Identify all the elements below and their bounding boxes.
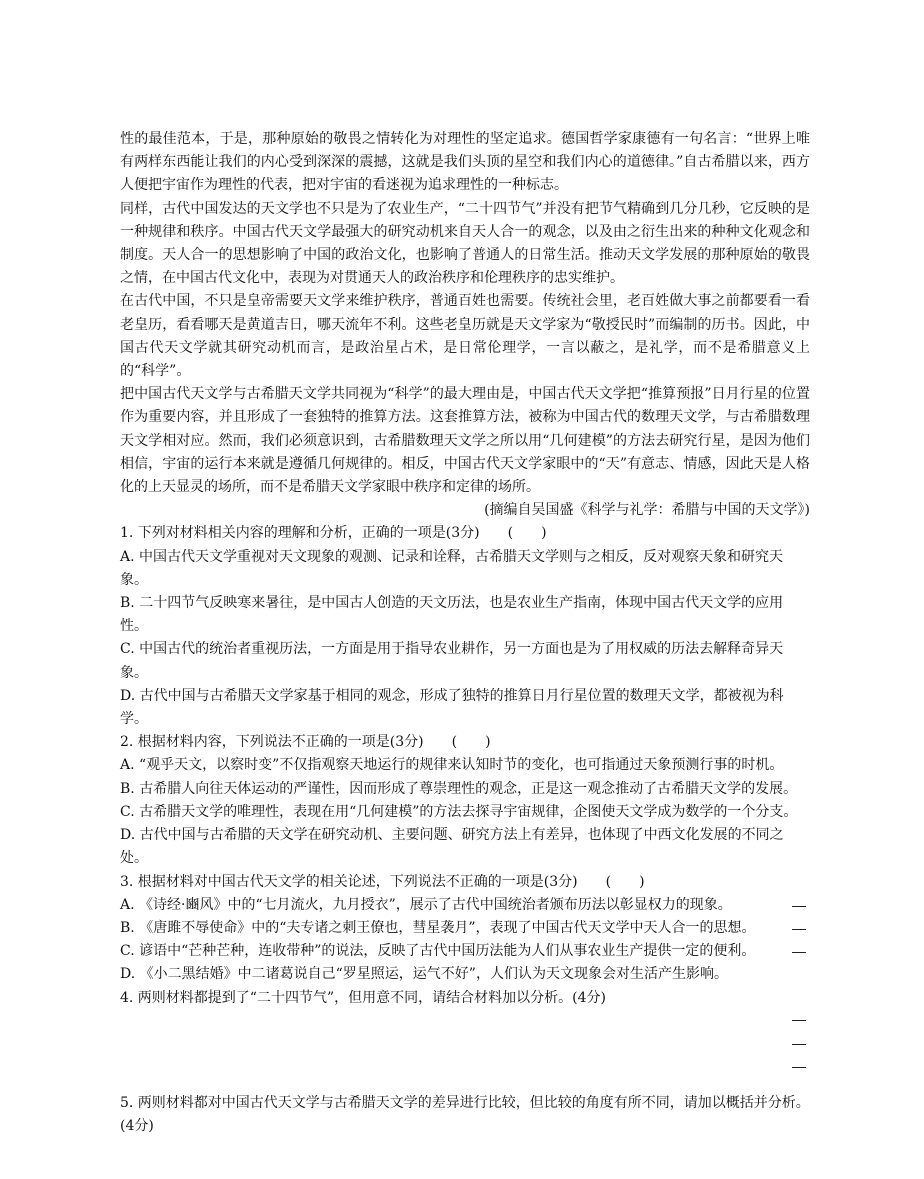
answer-blank-line[interactable] xyxy=(792,952,806,953)
question-2-option-a: A. “观乎天文，以察时变”不仅指观察天地运行的规律来认知时节的变化，也可指通过天象预测行事的时机。 xyxy=(120,757,784,774)
answer-blank-line[interactable] xyxy=(792,1020,806,1021)
question-1-stem: 1. 下列对材料相关内容的理解和分析，正确的一项是(3分) ( ) xyxy=(120,525,547,542)
answer-blank-line[interactable] xyxy=(792,1044,806,1045)
question-4-answer-space xyxy=(120,1010,810,1092)
answer-blank-line[interactable] xyxy=(792,929,806,930)
question-2-option-c: C. 古希腊天文学的唯理性，表现在用“几何建模”的方法去探寻宇宙规律，企图使天文学成为数学的一个分支。 xyxy=(120,803,798,820)
answer-blank-line[interactable] xyxy=(792,906,806,907)
passage-paragraph-3: 在古代中国，不只是皇帝需要天文学来维护秩序，普通百姓也需要。传统社会里，老百姓做大事之前都要看一看老皇历，看看哪天是黄道吉日，哪天流年不利。这些老皇历就是天文学家为“敬授民时”而编制的历书。因此，中国古代天文学就其研究动机而言，是政治星占术，是日常伦理学，一言以蔽之，是礼学，而不是希腊意义上的“科学”。 xyxy=(120,293,810,380)
question-5-stem: 5. 两则材料都对中国古代天文学与古希腊天文学的差异进行比较，但比较的角度有所不同，请加以概括并分析。(4分) xyxy=(120,1094,810,1134)
question-3-option-c: C. 谚语中“芒种芒种，连收带种”的说法，反映了古代中国历法能为人们从事农业生产提供一定的便利。 xyxy=(120,943,756,960)
question-4-stem: 4. 两则材料都提到了“二十四节气”，但用意不同，请结合材料加以分析。(4分) xyxy=(120,989,606,1006)
question-1-option-b: B. 二十四节气反映寒来暑往，是中国古人创造的天文历法，也是农业生产指南，体现中国古代天文学的应用性。 xyxy=(120,595,784,635)
source-citation: (摘编自吴国盛《科学与礼学：希腊与中国的天文学》) xyxy=(484,502,810,519)
question-3-option-d: D. 《小二黑结婚》中二诸葛说自己“罗星照运，运气不好”，人们认为天文现象会对生活产生影响。 xyxy=(120,966,728,983)
question-2-option-b: B. 古希腊人向往天体运动的严谨性，因而形成了尊崇理性的观念，正是这一观念推动了古希腊天文学的发展。 xyxy=(120,780,798,797)
question-3-stem: 3. 根据材料对中国古代天文学的相关论述，下列说法不正确的一项是(3分) ( ) xyxy=(120,873,645,890)
page-content xyxy=(120,128,810,1138)
question-2-stem: 2. 根据材料内容，下列说法不正确的一项是(3分) ( ) xyxy=(120,734,491,751)
question-3-option-b: B. 《唐雎不辱使命》中的“夫专诸之刺王僚也，彗星袭月”，表现了中国古代天文学中天人合一的思想。 xyxy=(120,919,756,936)
question-1-option-d: D. 古代中国与古希腊天文学家基于相同的观念，形成了独特的推算日月行星位置的数理天文学，都被视为科学。 xyxy=(120,687,784,728)
question-1-option-a: A. 中国古代天文学重视对天文现象的观测、记录和诠释，古希腊天文学则与之相反，反对观察天象和研究天象。 xyxy=(120,548,784,588)
answer-blank-line[interactable] xyxy=(792,1067,806,1068)
question-2-option-d: D. 古代中国与古希腊的天文学在研究动机、主要问题、研究方法上有差异，也体现了中西文化发展的不同之处。 xyxy=(120,827,784,867)
passage-paragraph-1: 性的最佳范本，于是，那种原始的敬畏之情转化为对理性的坚定追求。德国哲学家康德有一句名言：“世界上唯有两样东西能让我们的内心受到深深的震撼，这就是我们头顶的星空和我们内心的道德律。”自古希腊以来，西方人便把宇宙作为理性的代表，把对宇宙的看迷视为追求理性的一种标志。 xyxy=(120,131,810,194)
question-1-option-c: C. 中国古代的统治者重视历法，一方面是用于指导农业耕作，另一方面也是为了用权威的历法去解释奇异天象。 xyxy=(120,641,784,681)
passage-paragraph-4: 把中国古代天文学与古希腊天文学共同视为“科学”的最大理由是，中国古代天文学把“推算预报”日月行星的位置作为重要内容，并且形成了一套独特的推算方法。这套推算方法，被称为中国古代的数理天文学，与古希腊数理天文学相对应。然而，我们必须意识到，古希腊数理天文学之所以用“几何建模”的方法去研究行星，是因为他们相信，宇宙的运行本来就是遵循几何规律的。相反，中国古代天文学家眼中的“天”有意志、情感，因此天是人格化的上天显灵的场所，而不是希腊天文学家眼中秩序和定律的场所。 xyxy=(120,386,810,496)
passage-paragraph-2: 同样，古代中国发达的天文学也不只是为了农业生产，“二十四节气”并没有把节气精确到几分几秒，它反映的是一种规律和秩序。中国古代天文学最强大的研究动机来自天人合一的观念，以及由之衍生出来的种种文化观念和制度。天人合一的思想影响了中国的政治文化，也影响了普通人的日常生活。推动天文学发展的那种原始的敬畏之情，在中国古代文化中，表现为对贯通天人的政治秩序和伦理秩序的忠实维护。 xyxy=(120,200,810,287)
question-3-option-a: A. 《诗经·豳风》中的“七月流火，九月授衣”，展示了古代中国统治者颁布历法以彰显权力的现象。 xyxy=(120,896,732,913)
